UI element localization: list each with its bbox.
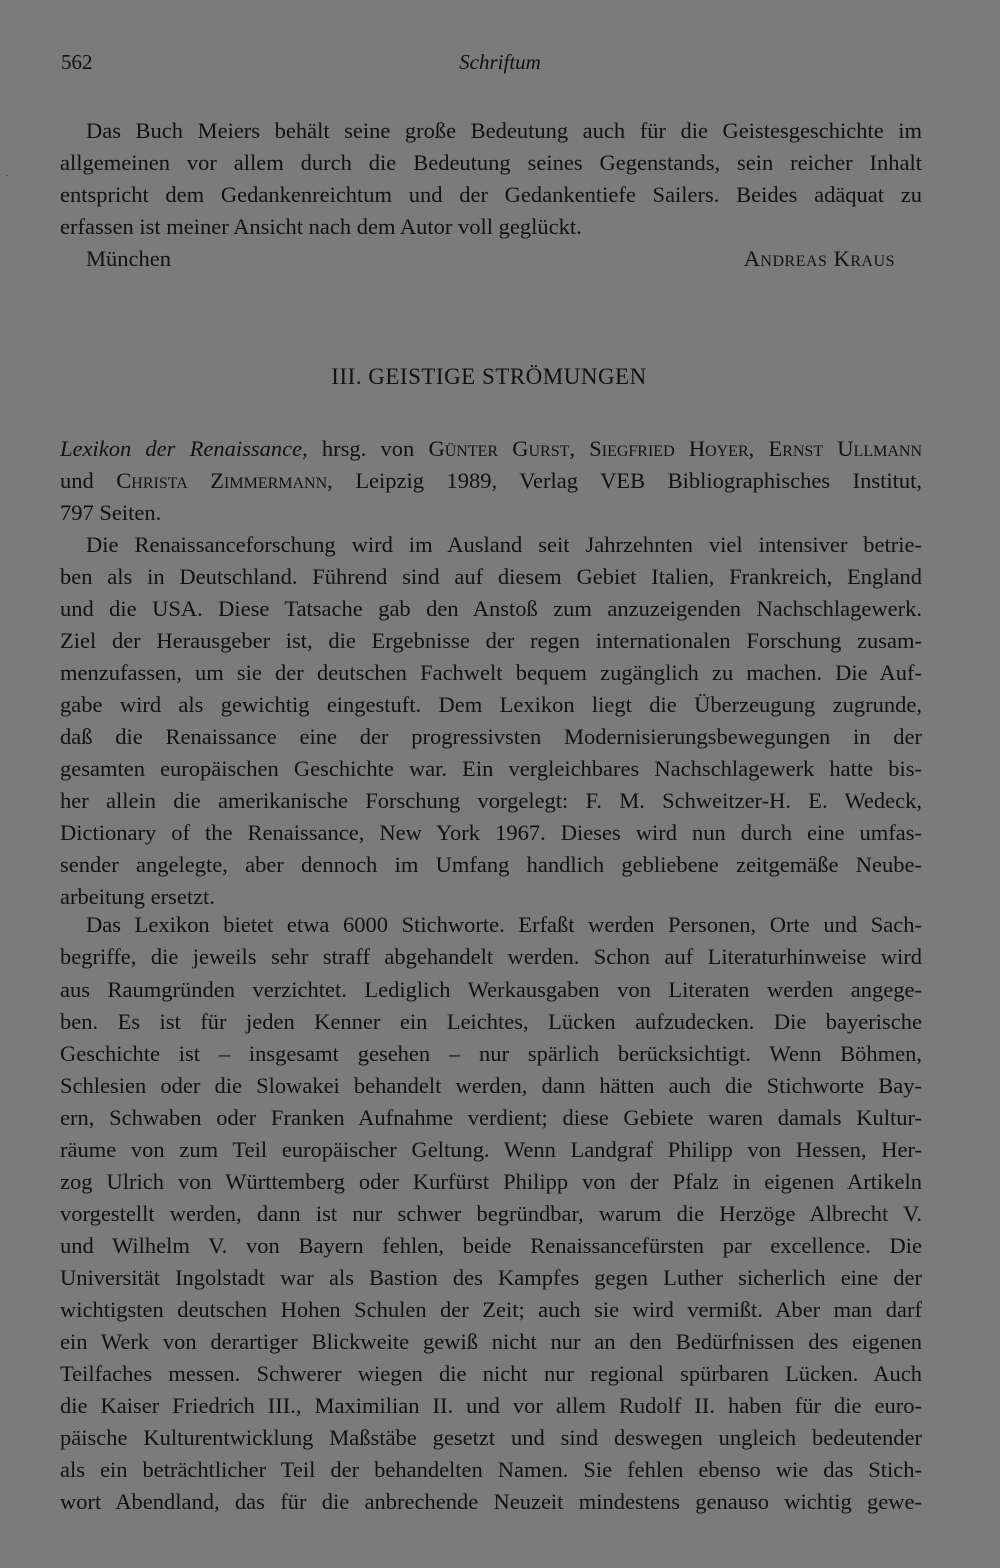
editors-intro: hrsg. von xyxy=(307,436,429,461)
entry-connector: und xyxy=(60,468,117,493)
text-line: Das Lexikon bietet etwa 6000 Stichworte. Erfaßt werden Personen, Orte und Sach- xyxy=(86,912,922,937)
review-place: München xyxy=(86,246,171,271)
text-line: Das Buch Meiers behält seine große Bedeutung auch für die Geistesgeschichte im xyxy=(86,118,922,143)
text-line: gesamten europäischen Geschichte war. Ein vergleichbares Nachschlagewerk hatte bis- xyxy=(60,756,922,781)
text-line: Schlesien oder die Slowakei behandelt werden, dann hätten auch die Stichworte Bay- xyxy=(60,1073,922,1098)
entry-line xyxy=(60,434,922,464)
text-line: wort Abendland, das für die anbrechende Neuzeit mindestens genauso wichtig gewe- xyxy=(60,1489,922,1514)
text-line: Ziel der Herausgeber ist, die Ergebnisse der regen internationalen Forschung zusam- xyxy=(60,628,922,653)
section-heading: III. GEISTIGE STRÖMUNGEN xyxy=(331,364,647,389)
text-line: und Wilhelm V. von Bayern fehlen, beide Renaissancefürsten par excellence. Die xyxy=(60,1233,922,1258)
review-signature xyxy=(86,244,895,274)
text-line: aus Raumgründen verzichtet. Lediglich Werkausgaben von Literaten werden angege- xyxy=(60,977,922,1002)
text-line: entspricht dem Gedankenreichtum und der Gedankentiefe Sailers. Beides adäquat zu xyxy=(60,182,922,207)
text-line: erfassen ist meiner Ansicht nach dem Autor voll geglückt. xyxy=(60,214,582,239)
book-title: Lexikon der Renaissance, xyxy=(60,436,308,461)
entry-line xyxy=(60,466,922,496)
text-line: ben. Es ist für jeden Kenner ein Leichtes, Lücken aufzudecken. Die bayerische xyxy=(60,1009,922,1034)
text-line: und die USA. Diese Tatsache gab den Anstoß zum anzuzeigenden Nachschlagewerk. xyxy=(60,596,922,621)
text-line: Geschichte ist – insgesamt gesehen – nur spärlich berücksichtigt. Wenn Böhmen, xyxy=(60,1041,922,1066)
page-number: 562 xyxy=(61,50,93,74)
text-line: päische Kulturentwicklung Maßstäbe gesetzt und sind deswegen ungleich bedeutender xyxy=(60,1425,922,1450)
text-line: zog Ulrich von Württemberg oder Kurfürst Philipp von der Pfalz in eigenen Artikeln xyxy=(60,1169,922,1194)
text-line: sender angelegte, aber dennoch im Umfang handlich gebliebene zeitgemäße Neube- xyxy=(60,852,922,877)
text-line: Universität Ingolstadt war als Bastion des Kampfes gegen Luther sicherlich eine der xyxy=(60,1265,922,1290)
text-line: ein Werk von derartiger Blickweite gewiß nicht nur an den Bedürfnissen des eigenen xyxy=(60,1329,922,1354)
text-line: her allein die amerikanische Forschung vorgelegt: F. M. Schweitzer-H. E. Wedeck, xyxy=(60,788,922,813)
reviewer-name: Andreas Kraus xyxy=(743,246,895,271)
stray-mark: ` xyxy=(5,172,9,186)
editor-names: Christa Zimmermann, xyxy=(116,468,333,493)
text-line: daß die Renaissance eine der progressivsten Modernisierungsbewegungen in der xyxy=(60,724,922,749)
text-line: die Kaiser Friedrich III., Maximilian II. und vor allem Rudolf II. haben für die euro- xyxy=(60,1393,922,1418)
text-line: ern, Schwaben oder Franken Aufnahme verdient; diese Gebiete waren damals Kultur- xyxy=(60,1105,922,1130)
text-line: ben als in Deutschland. Führend sind auf diesem Gebiet Italien, Frankreich, England xyxy=(60,564,922,589)
entry-line: 797 Seiten. xyxy=(60,500,162,525)
text-line: wichtigsten deutschen Hohen Schulen der Zeit; auch sie wird vermißt. Aber man darf xyxy=(60,1297,922,1322)
text-line: als ein beträchtlicher Teil der behandelten Namen. Sie fehlen ebenso wie das Stich- xyxy=(60,1457,922,1482)
text-line: arbeitung ersetzt. xyxy=(60,884,215,909)
text-line: räume von zum Teil europäischer Geltung. Wenn Landgraf Philipp von Hessen, Her- xyxy=(60,1137,922,1162)
text-line: allgemeinen vor allem durch die Bedeutung seines Gegenstands, sein reicher Inhalt xyxy=(60,150,922,175)
publication-details: Leipzig 1989, Verlag VEB Bibliographisches Institut, xyxy=(332,468,922,493)
text-line: begriffe, die jeweils sehr straff abgehandelt werden. Schon auf Literaturhinweise wird xyxy=(60,944,922,969)
running-title: Schriftum xyxy=(459,50,541,74)
editor-names: Günter Gurst, Siegfried Hoyer, Ernst Ullmann xyxy=(428,436,922,461)
text-line: gabe wird als gewichtig eingestuft. Dem Lexikon liegt die Überzeugung zugrunde, xyxy=(60,692,922,717)
text-line: Teilfaches messen. Schwerer wiegen die nicht nur regional spürbaren Lücken. Auch xyxy=(60,1361,922,1386)
text-line: Dictionary of the Renaissance, New York 1967. Dieses wird nun durch eine umfas- xyxy=(60,820,922,845)
text-line: menzufassen, um sie der deutschen Fachwelt bequem zugänglich zu machen. Die Auf- xyxy=(60,660,922,685)
text-line: Die Renaissanceforschung wird im Ausland seit Jahrzehnten viel intensiver betrie- xyxy=(86,532,922,557)
text-line: vorgestellt werden, dann ist nur schwer begründbar, warum die Herzöge Albrecht V. xyxy=(60,1201,922,1226)
